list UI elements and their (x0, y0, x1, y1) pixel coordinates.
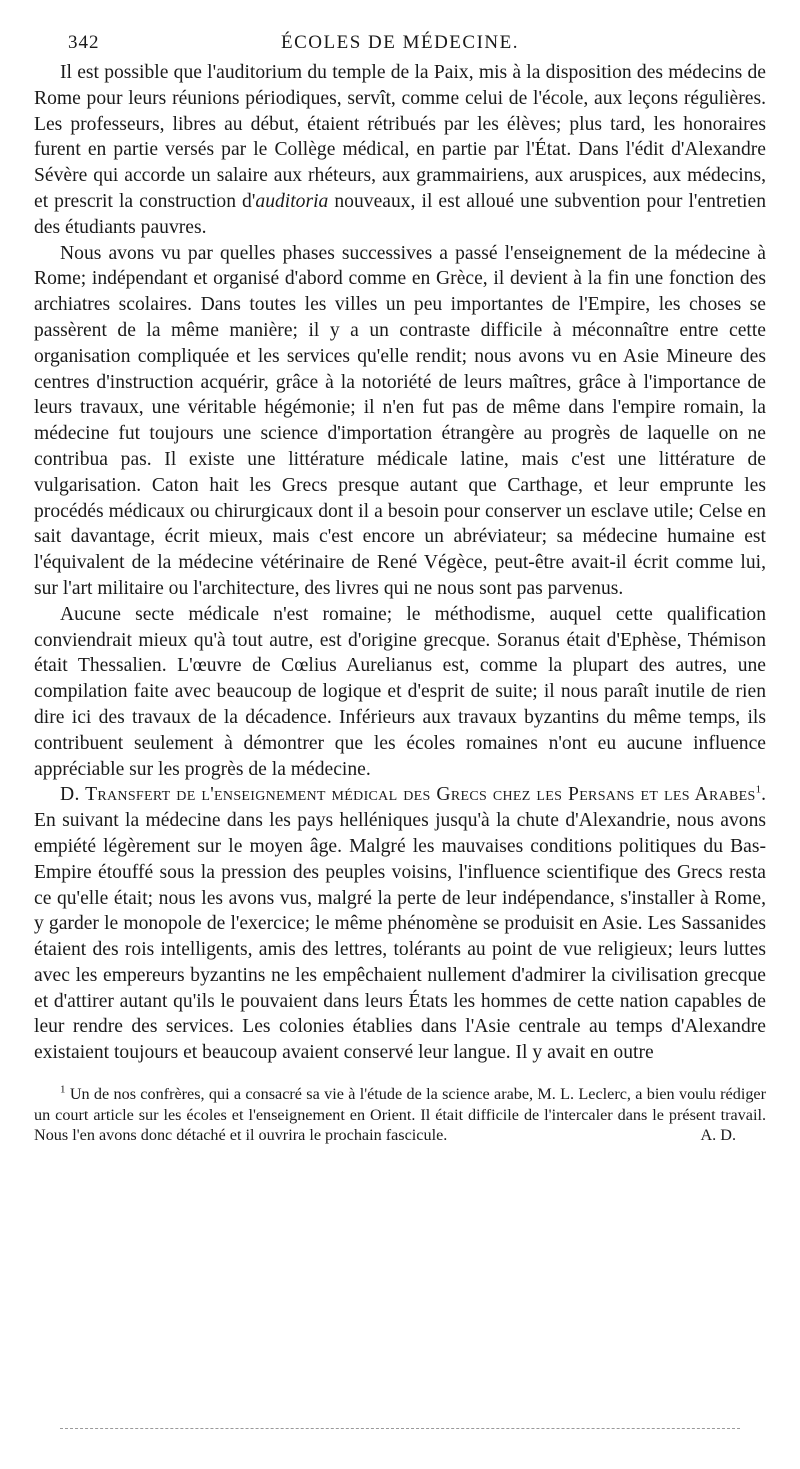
bottom-rule (60, 1428, 740, 1429)
main-text (34, 60, 766, 1066)
page-number: 342 (68, 32, 100, 53)
paragraph-4-text: . En suivant la médecine dans les pays helléniques jusqu'à la chute d'Alexandrie, nous avons empiété légèrement sur le moyen âge. Malgré les mauvaises conditions politiques du Bas-Empire étouffé sous la pression des peuples voisins, l'influence scientifique des Grecs resta ce qu'elle était; nous les avons vus, malgré la perte de leur indépendance, s'installer à Rome, y garder le monopole de l'exercice; le même phénomène se produisit en Asie. Les Sassanides étaient des rois intelligents, amis des lettres, tolérants au point de vue religieux; leurs luttes avec les empereurs byzantins ne les empêchaient nullement d'admirer la civilisation grecque et d'attirer autant qu'ils le pouvaient dans leurs États les hommes de cette nation capables de leur rendre des services. Les colonies établies dans l'Asie centrale au temps d'Alexandre existaient toujours et beaucoup avaient conservé leur langue. Il y avait en outre (34, 784, 766, 1064)
footnote-text: Un de nos confrères, qui a consacré sa vie à l'étude de la science arabe, M. L. Leclerc, a bien voulu rédiger un court article sur les écoles et l'enseignement en Orient. Il était difficile de l'intercaler dans le présent travail. Nous l'en avons donc détaché et il ouvrira le prochain fascicule. (34, 1085, 766, 1145)
paragraph-3: Aucune secte médicale n'est romaine; le méthodisme, auquel cette qualification conviendrait mieux qu'à tout autre, est d'origine grecque. Soranus était d'Ephèse, Thémison était Thessalien. L'œuvre de Cœlius Aurelianus est, comme la plupart des autres, une compilation faite avec beaucoup de logique et d'esprit de suite; il nous paraît inutile de rien dire ici des travaux de la décadence. Inférieurs aux travaux byzantins du même temps, ils contribuent seulement à démontrer que les écoles romaines n'ont eu aucune influence appréciable sur les progrès de la médecine. (34, 603, 766, 780)
paragraph-4 (34, 782, 766, 1066)
footnote-marker: 1 (60, 1083, 66, 1096)
paragraph-1-text: Il est possible que l'auditorium du temple de la Paix, mis à la disposition des médecins de Rome pour leurs réunions périodiques, servît, comme celui de l'école, aux leçons régulières. Les professeurs, libres au début, étaient rétribués par les élèves; plus tard, les honoraires furent en partie versés par le Collège médical, en partie par l'État. Dans l'édit d'Alexandre Sévère qui accorde un salaire aux rhéteurs, aux grammairiens, aux aruspices, aux médecins, et prescrit la construction d' (34, 62, 766, 212)
footnote-ref: 1 (755, 783, 762, 796)
page-header (34, 0, 766, 60)
footnotes (34, 1084, 766, 1146)
paragraph-2: Nous avons vu par quelles phases successives a passé l'enseignement de la médecine à Rome; indépendant et organisé d'abord comme en Grèce, il devient à la fin une fonction des archiatres scolaires. Dans toutes les villes un peu importantes de l'Empire, les choses se passèrent de la même manière; il y a un contraste difficile à méconnaître entre cette organisation compliquée et les services qu'elle rendit; nous avons vu en Asie Mineure des centres d'instruction acquérir, grâce à la notoriété de leurs maîtres, grâce à l'importance de leurs travaux, une véritable hégémonie; il n'en fut pas de même dans l'empire romain, la médecine fut toujours une science d'importation étrangère au progrès de laquelle on ne contribua pas. Il existe une littérature médicale latine, mais c'est une littérature de vulgarisation. Caton hait les Grecs presque autant que Carthage, et leur emprunte les procédés médicaux ou chirurgicaux dont il a besoin pour conserver un esclave utile; Celse en sait davantage, écrit mieux, mais c'est encore un abréviateur; sa médecine humaine est l'équivalent de la médecine vétérinaire de René Végèce, peut-être avait-il écrit comme lui, sur l'art militaire ou l'architecture, des livres qui ne nous sont pas parvenus. (34, 242, 766, 599)
paragraph-1-end: nouveaux, il est alloué une subvention pour l'entretien des étudiants pauvres. (34, 190, 766, 238)
paragraph-1 (34, 60, 766, 241)
italic-term: auditoria (255, 190, 329, 212)
footnote-signature: A. D. (700, 1126, 736, 1145)
running-head: ÉCOLES DE MÉDECINE. (280, 32, 519, 53)
section-heading: D. Transfert de l'enseignement médical des Grecs chez les Persans et les Arabes (60, 784, 756, 806)
footnote (34, 1084, 766, 1146)
